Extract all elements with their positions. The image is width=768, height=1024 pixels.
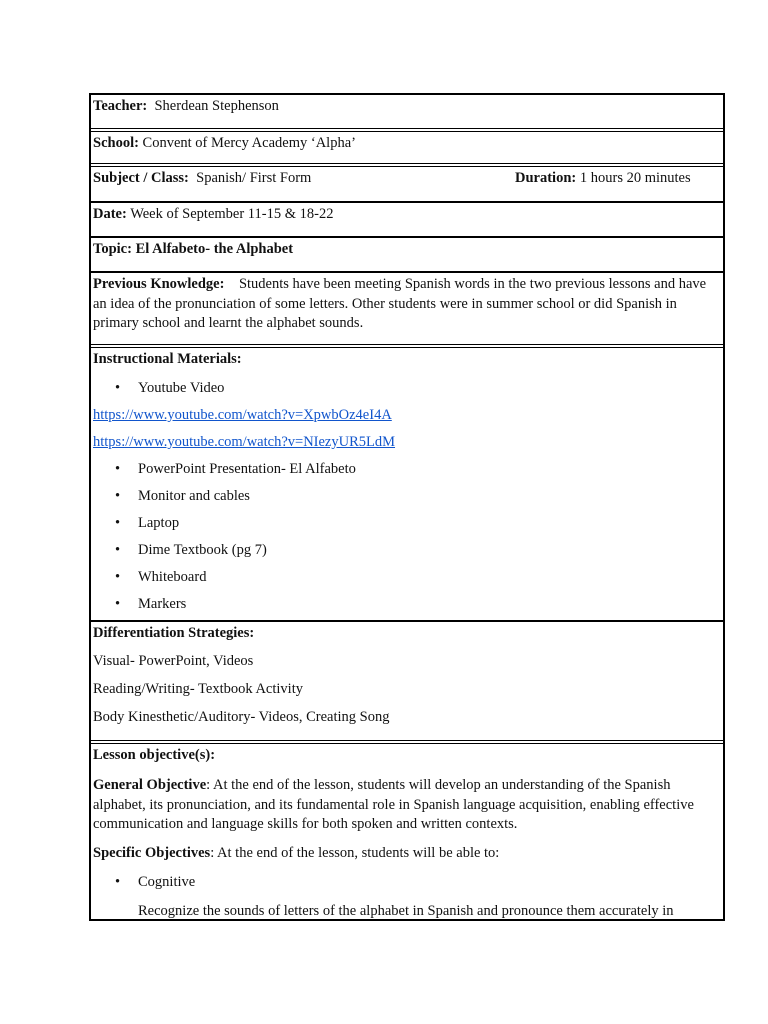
subject-row bbox=[91, 167, 723, 203]
list-item bbox=[93, 542, 721, 569]
objectives-row bbox=[91, 744, 723, 920]
topic-text: Topic: El Alfabeto- the Alphabet bbox=[93, 241, 294, 257]
date-value: Week of September 11-15 & 18-22 bbox=[130, 206, 334, 222]
list-item-text: Whiteboard bbox=[138, 569, 207, 585]
previous-knowledge-label: Previous Knowledge: bbox=[93, 276, 225, 292]
bullet-icon: • bbox=[115, 380, 121, 396]
cognitive-label: Cognitive bbox=[138, 873, 196, 890]
list-item bbox=[93, 461, 721, 488]
cognitive-text: Recognize the sounds of letters of the alphabet in Spanish and pronounce them accurately in bbox=[138, 902, 674, 919]
differentiation-row bbox=[91, 622, 723, 744]
list-item-text: Youtube Video bbox=[138, 380, 225, 396]
differentiation-line: Body Kinesthetic/Auditory- Videos, Creating Song bbox=[93, 709, 390, 725]
list-item bbox=[93, 569, 721, 596]
teacher-name: Sherdean Stephenson bbox=[154, 98, 279, 114]
list-item bbox=[93, 515, 721, 542]
previous-knowledge-row bbox=[91, 273, 723, 348]
bullet-icon: • bbox=[115, 569, 121, 585]
bullet-icon: • bbox=[115, 873, 121, 890]
list-item-text: Laptop bbox=[138, 515, 180, 531]
previous-knowledge-text: Students have been meeting Spanish words in the two previous lessons and have an idea of the pronunciation of some letters. Other students were in summer school or did Spanish in primary school and learnt the alphabet sounds. bbox=[93, 276, 707, 331]
bullet-icon: • bbox=[115, 488, 121, 504]
school-name: Convent of Mercy Academy ‘Alpha’ bbox=[142, 135, 356, 151]
differentiation-line: Reading/Writing- Textbook Activity bbox=[93, 681, 303, 697]
list-item bbox=[93, 874, 721, 903]
instructional-materials-row bbox=[91, 348, 723, 622]
teacher-label: Teacher: bbox=[93, 98, 148, 114]
list-item bbox=[93, 488, 721, 515]
objectives-label: Lesson objective(s): bbox=[93, 747, 216, 763]
specific-objectives bbox=[93, 845, 721, 874]
lesson-plan-table bbox=[89, 93, 725, 921]
youtube-link-2[interactable]: https://www.youtube.com/watch?v=NIezyUR5LdM bbox=[93, 434, 396, 450]
instructional-materials-label: Instructional Materials: bbox=[93, 351, 242, 367]
school-label: School: bbox=[93, 135, 139, 151]
list-item bbox=[93, 380, 721, 407]
specific-objectives-text: : At the end of the lesson, students will be able to: bbox=[210, 844, 500, 861]
differentiation-label: Differentiation Strategies: bbox=[93, 625, 255, 641]
list-item bbox=[93, 596, 721, 623]
list-item-text: PowerPoint Presentation- El Alfabeto bbox=[138, 461, 356, 477]
general-objective-label: General Objective bbox=[93, 777, 207, 793]
bullet-icon: • bbox=[115, 596, 121, 612]
date-label: Date: bbox=[93, 206, 127, 222]
bullet-icon: • bbox=[115, 542, 121, 558]
youtube-link-1[interactable]: https://www.youtube.com/watch?v=XpwbOz4eI4A bbox=[93, 407, 392, 423]
differentiation-line: Visual- PowerPoint, Videos bbox=[93, 653, 254, 669]
duration-label: Duration: bbox=[515, 170, 577, 186]
subject-label: Subject / Class: bbox=[93, 170, 189, 186]
topic-row bbox=[91, 238, 723, 273]
list-item-text: Dime Textbook (pg 7) bbox=[138, 542, 267, 558]
teacher-row bbox=[91, 95, 723, 132]
bullet-icon: • bbox=[115, 461, 121, 477]
date-row bbox=[91, 203, 723, 238]
list-item-text: Monitor and cables bbox=[138, 488, 250, 504]
general-objective bbox=[93, 776, 721, 835]
general-objective-text: : At the end of the lesson, students will develop an understanding of the Spanish alphabet, its pronunciation, and its fundamental role in Spanish language acquisition, enabling effective communication and language skills for both spoken and written contexts. bbox=[93, 777, 694, 832]
specific-objectives-label: Specific Objectives bbox=[93, 844, 211, 861]
school-row bbox=[91, 132, 723, 167]
duration-field bbox=[515, 170, 691, 187]
duration-value: 1 hours 20 minutes bbox=[579, 170, 691, 186]
bullet-icon: • bbox=[115, 515, 121, 531]
list-item-text: Markers bbox=[138, 596, 187, 612]
subject-value: Spanish/ First Form bbox=[196, 170, 312, 186]
